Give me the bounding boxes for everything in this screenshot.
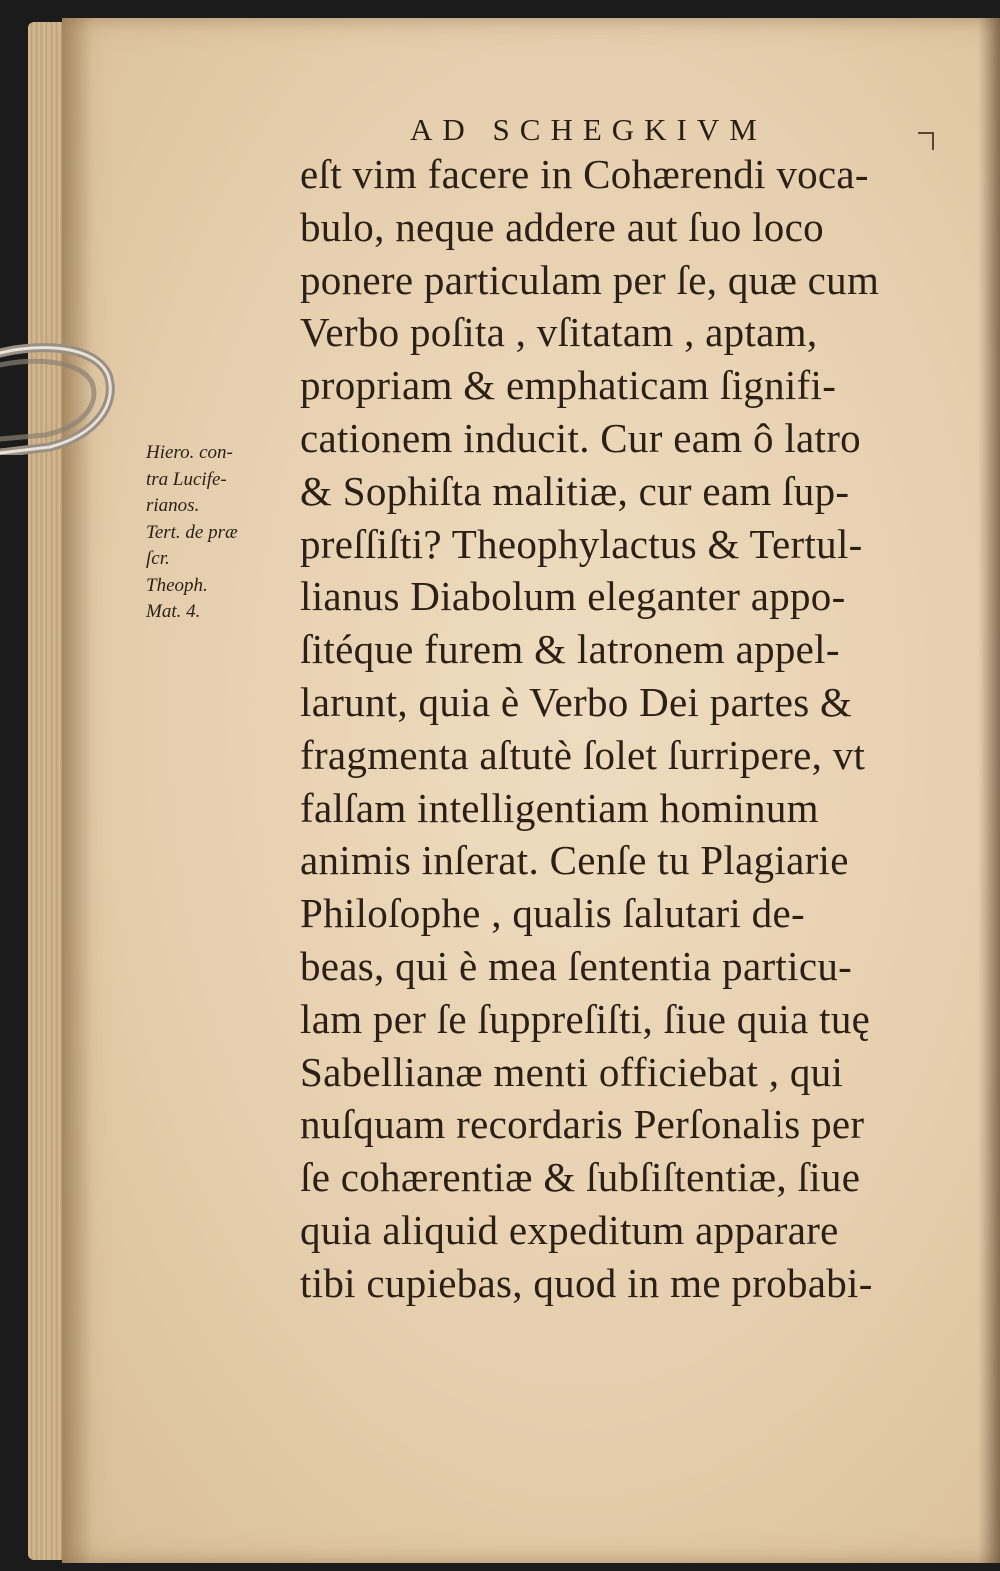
margin-note: rianos. bbox=[146, 495, 200, 516]
text-line: quia aliquid expeditum apparare bbox=[300, 1206, 839, 1253]
margin-note: Mat. 4. bbox=[146, 601, 201, 622]
text-line: beas, qui è mea ſententia particu- bbox=[300, 942, 853, 989]
text-line: bulo, neque addere aut ſuo loco bbox=[300, 203, 824, 250]
text-line: propriam & emphaticam ſignifi- bbox=[300, 362, 837, 409]
text-line: ponere particulam per ſe, quæ cum bbox=[300, 256, 880, 303]
text-line: & Sophiſta malitiæ, cur eam ſup- bbox=[300, 467, 850, 514]
text-line: Philoſophe , qualis ſalutari de- bbox=[300, 890, 805, 937]
body-text bbox=[300, 148, 940, 1310]
text-line: ſitéque furem & latronem appel- bbox=[300, 626, 840, 673]
page-clip-icon bbox=[0, 335, 120, 455]
margin-note: Hiero. con- bbox=[146, 442, 233, 463]
running-head: AD SCHEGKIVM bbox=[410, 112, 767, 147]
margin-note: Theoph. bbox=[146, 574, 208, 596]
text-line: larunt, quia è Verbo Dei partes & bbox=[300, 678, 853, 725]
text-line: tibi cupiebas, quod in me probabi- bbox=[300, 1259, 873, 1306]
text-line: Sabellianæ menti officiebat , qui bbox=[300, 1048, 844, 1095]
text-line: fragmenta aſtutè ſolet ſurripere, vt bbox=[300, 731, 866, 778]
right-edge-shadow bbox=[978, 18, 1000, 1563]
margin-notes bbox=[146, 440, 296, 626]
text-line: eſt vim facere in Cohærendi voca- bbox=[300, 151, 869, 197]
text-line: nuſquam recordaris Perſonalis per bbox=[300, 1101, 865, 1148]
text-line: preſſiſti? Theophylactus & Tertul- bbox=[300, 520, 863, 567]
margin-note: ſcr. bbox=[146, 548, 170, 569]
text-line: Verbo poſita , vſitatam , aptam, bbox=[300, 309, 818, 356]
text-line: cationem inducit. Cur eam ô latro bbox=[300, 414, 861, 461]
gutter-shadow bbox=[62, 18, 92, 1563]
text-line: lianus Diabolum eleganter appo- bbox=[300, 573, 846, 620]
text-line: ſe cohærentiæ & ſubſiſtentiæ, ſiue bbox=[300, 1154, 861, 1201]
text-line: falſam intelligentiam hominum bbox=[300, 784, 819, 831]
text-line: animis inſerat. Cenſe tu Plagiarie bbox=[300, 837, 849, 884]
text-line: lam per ſe ſuppreſiſti, ſiue quia tuę bbox=[300, 995, 871, 1042]
margin-note: Tert. de præ bbox=[146, 521, 238, 543]
margin-note: tra Lucife- bbox=[146, 468, 227, 490]
